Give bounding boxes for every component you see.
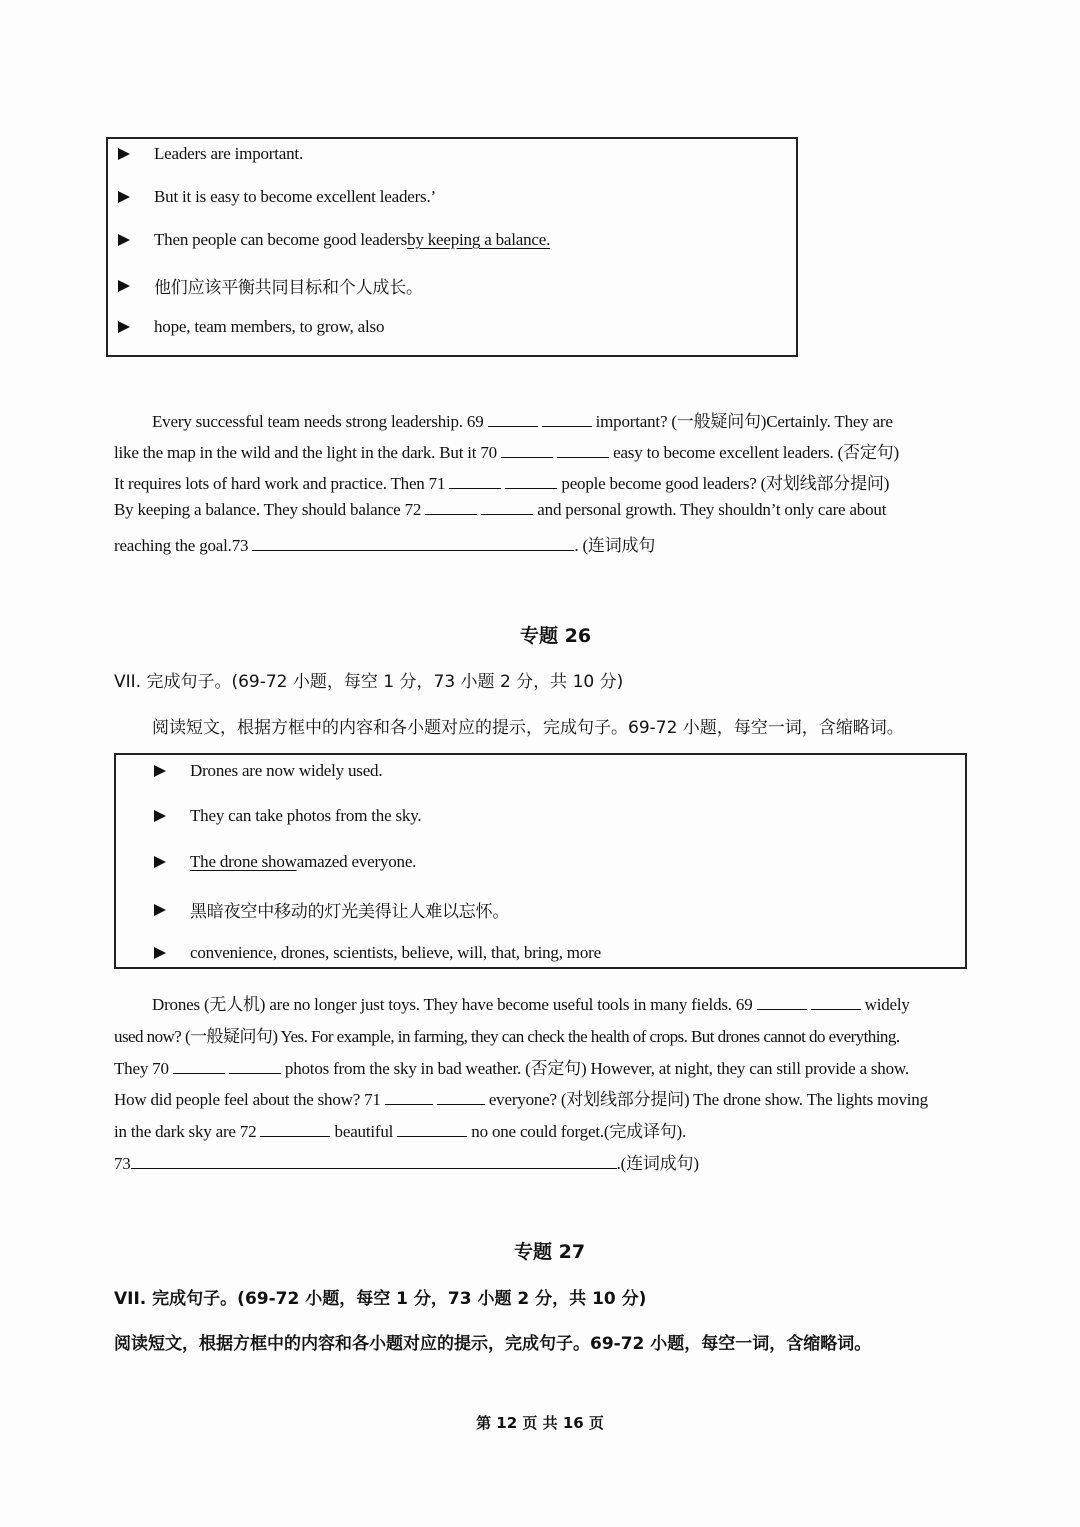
arrow-bullet-icon — [154, 810, 166, 822]
passage-line: Drones (无人机) are no longer just toys. They have become useful tools in many fields. 69 widely — [152, 995, 910, 1014]
answer-blank-71[interactable] — [385, 1090, 485, 1105]
hint-item: convenience, drones, scientists, believe, will, that, bring, more — [154, 943, 601, 963]
answer-blank-70[interactable] — [501, 443, 609, 458]
hint-item: 黑暗夜空中移动的灯光美得让人难以忘怀。 — [154, 897, 509, 922]
hint-item: They can take photos from the sky. — [154, 806, 421, 826]
hint-item: Leaders are important. — [118, 144, 303, 164]
arrow-bullet-icon — [154, 856, 166, 868]
answer-blank-69[interactable] — [488, 412, 592, 427]
answer-blank-72a[interactable] — [260, 1122, 330, 1137]
section-instruction: 阅读短文，根据方框中的内容和各小题对应的提示，完成句子。69-72 小题，每空一词，含缩略词。 — [114, 1334, 872, 1354]
hint-item: But it is easy to become excellent leaders.’ — [118, 187, 436, 207]
passage-line: How did people feel about the show? 71 everyone? (对划线部分提问) The drone show. The lights moving — [114, 1090, 928, 1109]
hint-item: Drones are now widely used. — [154, 761, 382, 781]
topic-27-title: 专题 27 — [514, 1241, 586, 1263]
answer-blank-72b[interactable] — [397, 1122, 467, 1137]
arrow-bullet-icon — [118, 191, 130, 203]
arrow-bullet-icon — [118, 280, 130, 292]
section-heading: VII. 完成句子。(69-72 小题，每空 1 分，73 小题 2 分，共 10 分) — [114, 1289, 647, 1309]
arrow-bullet-icon — [154, 765, 166, 777]
arrow-bullet-icon — [154, 904, 166, 916]
arrow-bullet-icon — [118, 234, 130, 246]
passage-line: in the dark sky are 72 beautiful no one could forget.(完成译句). — [114, 1122, 687, 1141]
answer-blank-70[interactable] — [173, 1059, 281, 1074]
passage-line: By keeping a balance. They should balance 72 and personal growth. They shouldn’t only care about — [114, 500, 887, 519]
arrow-bullet-icon — [118, 321, 130, 333]
answer-blank-69[interactable] — [757, 995, 861, 1010]
hint-item: Then people can become good leaders by keeping a balance. — [118, 230, 550, 250]
section-instruction: 阅读短文，根据方框中的内容和各小题对应的提示，完成句子。69-72 小题，每空一词，含缩略词。 — [152, 718, 904, 738]
page-footer: 第 12 页 共 16 页 — [476, 1414, 604, 1432]
passage-line: They 70 photos from the sky in bad weather. (否定句) However, at night, they can still provide a show. — [114, 1059, 909, 1078]
answer-blank-72[interactable] — [425, 500, 533, 515]
answer-blank-73[interactable] — [131, 1154, 617, 1169]
answer-blank-73[interactable] — [252, 536, 574, 551]
passage-line: used now? (一般疑问句) Yes. For example, in farming, they can check the health of crops. But drones cannot do everything. — [114, 1027, 900, 1046]
topic-26-title: 专题 26 — [520, 625, 592, 647]
section-heading: VII. 完成句子。(69-72 小题，每空 1 分，73 小题 2 分，共 10 分) — [114, 672, 624, 692]
hint-item: 他们应该平衡共同目标和个人成长。 — [118, 273, 423, 298]
passage-line: reaching the goal.73 . (连词成句 — [114, 536, 656, 555]
passage-line: Every successful team needs strong leadership. 69 important? (一般疑问句)Certainly. They are — [152, 412, 893, 431]
hint-item: The drone show amazed everyone. — [154, 852, 416, 872]
answer-blank-71[interactable] — [449, 474, 557, 489]
hint-item: hope, team members, to grow, also — [118, 317, 384, 337]
arrow-bullet-icon — [118, 148, 130, 160]
arrow-bullet-icon — [154, 947, 166, 959]
passage-line: like the map in the wild and the light in the dark. But it 70 easy to become excellent leaders. (否定句) — [114, 443, 899, 462]
passage-line: 73 .(连词成句) — [114, 1154, 699, 1173]
passage-line: It requires lots of hard work and practice. Then 71 people become good leaders? (对划线部分提问) — [114, 474, 890, 493]
